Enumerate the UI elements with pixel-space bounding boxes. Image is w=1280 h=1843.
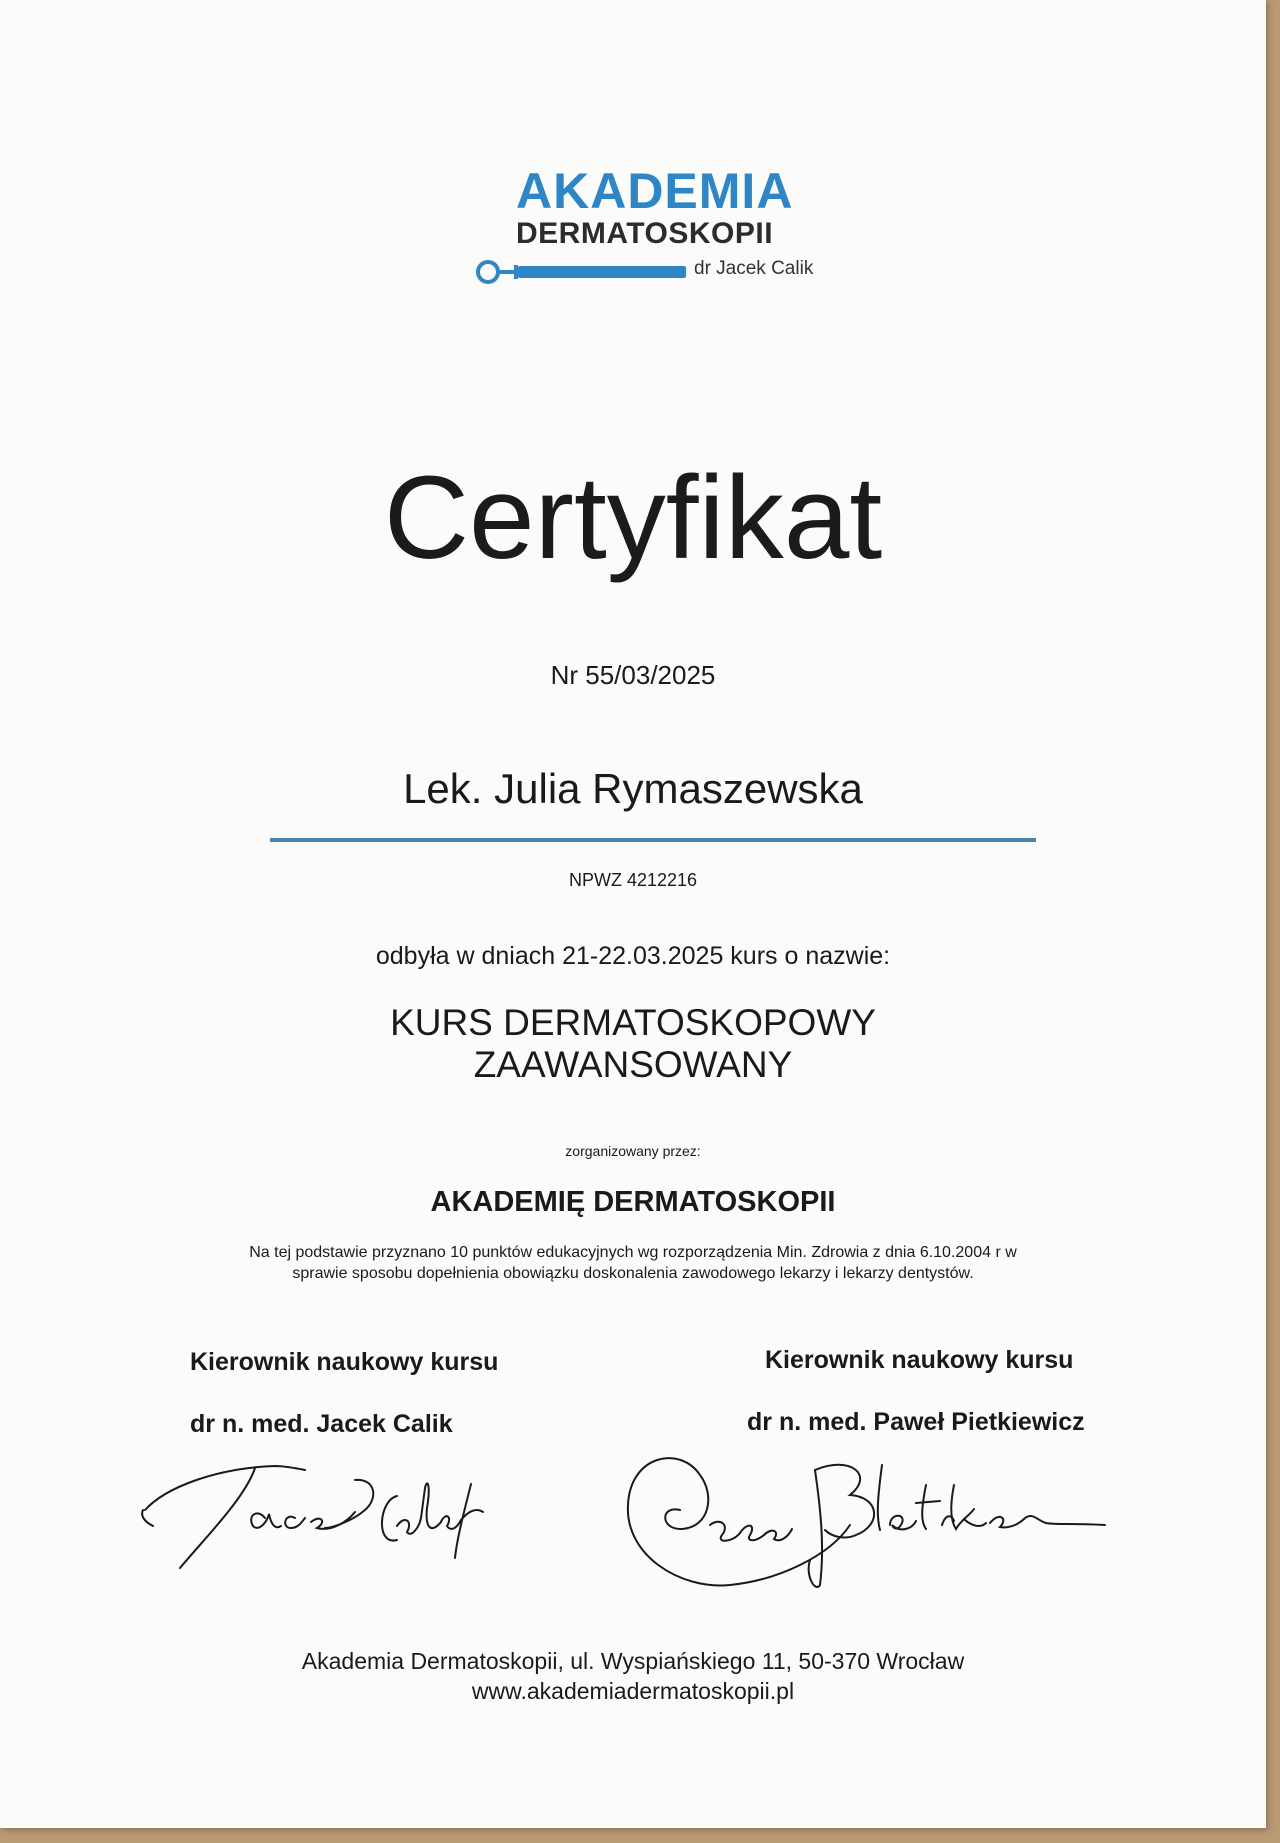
logo-author: dr Jacek Calik xyxy=(694,258,814,279)
academy-logo xyxy=(474,162,824,287)
footer-website[interactable]: www.akademiadermatoskopii.pl xyxy=(471,1678,795,1704)
attendance-text: odbyła w dniach 21-22.03.2025 kurs o nazwie: xyxy=(375,942,891,970)
note-line1: Na tej podstawie przyznano 10 punktów edukacyjnych wg rozporządzenia Min. Zdrowia z dnia 6.10.2004 r w xyxy=(249,1244,1017,1261)
organized-by-label: zorganizowany przez: xyxy=(565,1143,701,1159)
certificate-title: Certyfikat xyxy=(383,452,883,584)
course-name-line1: KURS DERMATOSKOPOWY xyxy=(390,1002,876,1043)
organizer-name: AKADEMIĘ DERMATOSKOPII xyxy=(430,1186,836,1218)
course-name xyxy=(0,1002,1266,1086)
left-signature xyxy=(135,1448,555,1578)
right-signer-role: Kierownik naukowy kursu xyxy=(765,1346,1074,1374)
footer-address: Akademia Dermatoskopii, ul. Wyspiańskiego 11, 50-370 Wrocław xyxy=(301,1648,965,1674)
npwz-number: NPWZ 4212216 xyxy=(568,870,698,890)
footer xyxy=(0,1646,1266,1706)
logo-subtitle: DERMATOSKOPII xyxy=(516,217,774,250)
left-signer-name: dr n. med. Jacek Calik xyxy=(190,1410,453,1438)
education-points-note xyxy=(0,1242,1266,1284)
logo-title: AKADEMIA xyxy=(516,163,794,219)
name-underline xyxy=(270,838,1036,842)
left-signer-role: Kierownik naukowy kursu xyxy=(190,1348,499,1376)
course-name-line2: ZAAWANSOWANY xyxy=(473,1044,793,1085)
certificate-number: Nr 55/03/2025 xyxy=(550,660,716,690)
recipient-name: Lek. Julia Rymaszewska xyxy=(403,765,863,812)
dermatoscope-icon xyxy=(474,257,689,287)
note-line2: sprawie sposobu dopełnienia obowiązku doskonalenia zawodowego lekarzy i lekarzy dentystów. xyxy=(292,1265,974,1282)
right-signer-name: dr n. med. Paweł Pietkiewicz xyxy=(747,1408,1085,1436)
right-signature xyxy=(620,1425,1110,1600)
